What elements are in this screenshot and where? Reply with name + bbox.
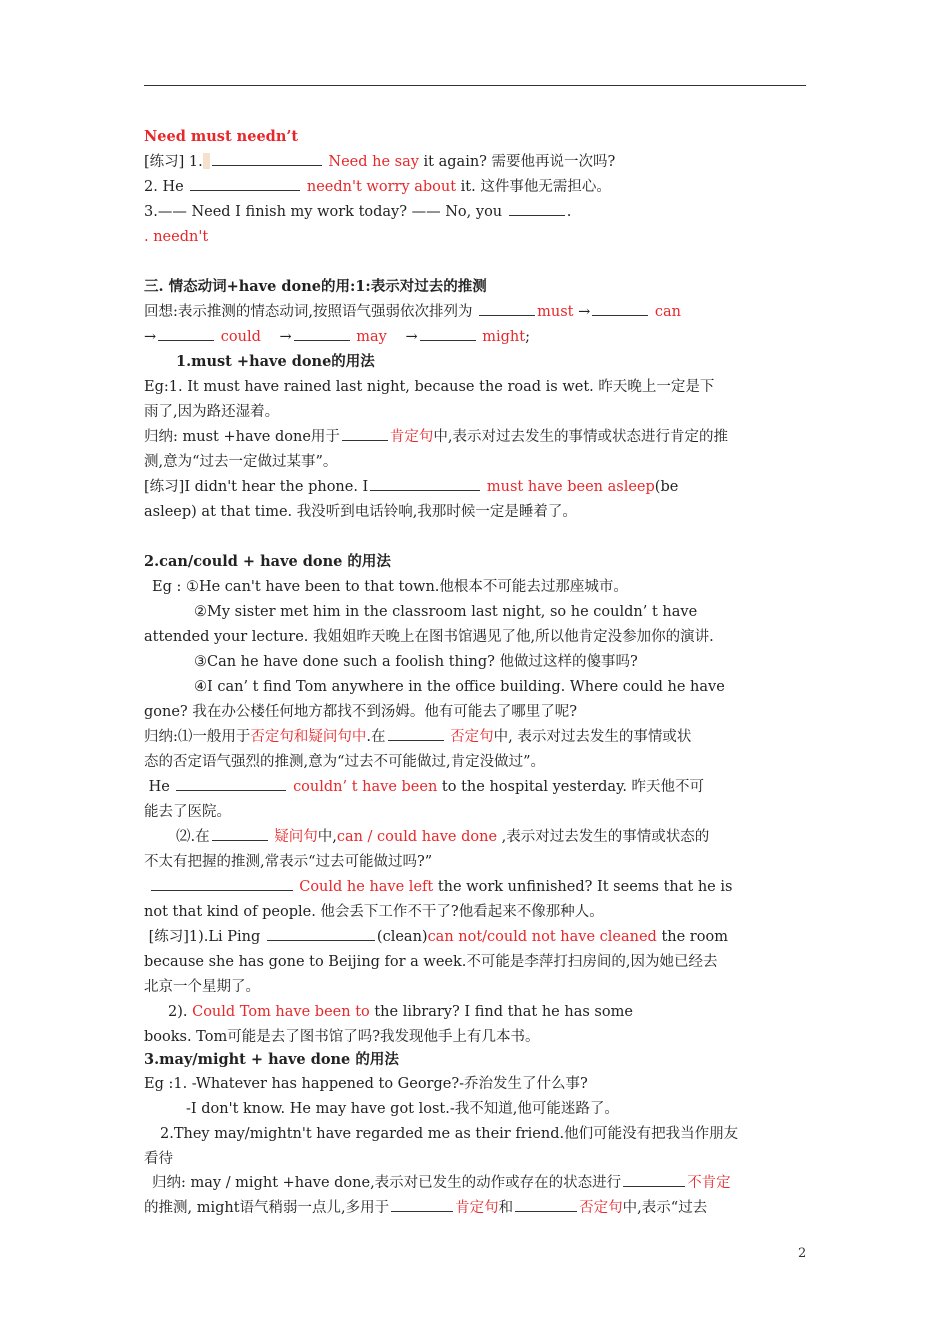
answer-blank[interactable]: [212, 826, 268, 841]
answer-blank[interactable]: [267, 926, 375, 941]
answer-blank[interactable]: [388, 726, 444, 741]
text-line: ③Can he have done such a foolish thing? 他做过这样的傻事吗?: [194, 654, 638, 670]
text-line: 看待: [144, 1151, 173, 1167]
text-line: 归纳: may / might +have done,表示对已发生的动作或存在的状态进行 不肯定: [152, 1171, 806, 1195]
answer-blank[interactable]: [592, 301, 648, 316]
text-line: [练习]1).Li Ping (clean)can not/could not have cleaned the room: [144, 925, 806, 949]
text-line: ⑵.在 疑问句中,can / could have done ,表示对过去发生的事情或状态的: [176, 825, 806, 849]
page-number: 2: [798, 1246, 807, 1261]
text-line: 回想:表示推测的情态动词,按照语气强弱依次排列为 must → can: [144, 300, 806, 324]
text-line: 归纳: must +have done用于 肯定句中,表示对过去发生的事情或状态进行肯定的推: [144, 425, 806, 449]
sub-heading: 3.may/might + have done 的用法: [144, 1051, 399, 1068]
sub-heading: 2.can/could + have done 的用法: [144, 553, 391, 570]
answer-blank[interactable]: [176, 776, 286, 791]
answer-blank[interactable]: [190, 176, 300, 191]
text-line: Eg:1. It must have rained last night, because the road is wet. 昨天晚上一定是下: [144, 379, 715, 395]
answer-blank[interactable]: [509, 201, 565, 216]
answer-blank[interactable]: [370, 476, 480, 491]
answer-blank[interactable]: [623, 1172, 685, 1187]
text-line: because she has gone to Beijing for a week.不可能是李萍打扫房间的,因为她已经去: [144, 954, 718, 970]
text-line: ②My sister met him in the classroom last night, so he couldn’ t have: [194, 604, 698, 620]
text-line: Could he have left the work unfinished? It seems that he is: [144, 875, 806, 899]
exercise-line: [练习] 1. Need he say it again? 需要他再说一次吗?: [144, 150, 806, 174]
text-line: 不太有把握的推测,常表示“过去可能做过吗?”: [144, 854, 433, 870]
text-line: [练习]I didn't hear the phone. I must have been asleep(be: [144, 475, 806, 499]
text-line: gone? 我在办公楼任何地方都找不到汤姆。他有可能去了哪里了呢?: [144, 704, 578, 720]
header-rule: [144, 85, 806, 86]
answer-blank[interactable]: [391, 1197, 453, 1212]
text-line: 北京一个星期了。: [144, 979, 260, 995]
answer-blank[interactable]: [151, 876, 293, 891]
answer-blank[interactable]: [479, 301, 535, 316]
need-section-title: Need must needn’t: [144, 128, 299, 145]
answer-text: needn't worry about: [306, 179, 457, 195]
exercise-line: 2. He needn't worry about it. 这件事他无需担心。: [144, 175, 806, 199]
text-line: 2). Could Tom have been to the library? I find that he has some: [168, 1004, 633, 1020]
text-line: 雨了,因为路还湿着。: [144, 404, 280, 420]
text-line: 测,意为“过去一定做过某事”。: [144, 454, 338, 470]
text-cursor: [203, 153, 210, 169]
text-line: 的推测, might语气稍弱一点儿,多用于 肯定句和 否定句中,表示“过去: [144, 1196, 806, 1220]
answer-text: Need he say: [328, 154, 419, 170]
text-line: 态的否定语气强烈的推测,意为“过去不可能做过,肯定没做过”。: [144, 754, 546, 770]
text-line: books. Tom可能是去了图书馆了吗?我发现他手上有几本书。: [144, 1029, 540, 1045]
text-line: 能去了医院。: [144, 804, 231, 820]
answer-text: . needn't: [144, 229, 209, 245]
text-line: Eg :1. -Whatever has happened to George?-乔治发生了什么事?: [144, 1076, 588, 1092]
answer-blank[interactable]: [294, 326, 350, 341]
text-line: ④I can’ t find Tom anywhere in the office building. Where could he have: [194, 679, 725, 695]
sub-heading: 1.must +have done的用法: [176, 353, 375, 370]
text-line: not that kind of people. 他会丢下工作不干了?他看起来不像那种人。: [144, 904, 604, 920]
text-line: attended your lecture. 我姐姐昨天晚上在图书馆遇见了他,所以他肯定没参加你的演讲.: [144, 629, 714, 645]
text-line: asleep) at that time. 我没听到电话铃响,我那时候一定是睡着了。: [144, 504, 577, 520]
exercise-line: 3.—— Need I finish my work today? —— No, you .: [144, 200, 806, 224]
answer-blank[interactable]: [420, 326, 476, 341]
answer-blank[interactable]: [158, 326, 214, 341]
text-line: -I don't know. He may have got lost.-我不知道,他可能迷路了。: [186, 1101, 619, 1117]
answer-blank[interactable]: [342, 426, 388, 441]
text-line: Eg : ①He can't have been to that town.他根本不可能去过那座城市。: [152, 579, 628, 595]
answer-blank[interactable]: [515, 1197, 577, 1212]
text-line: → could → may → might;: [144, 325, 806, 349]
text-line: He couldn’ t have been to the hospital yesterday. 昨天他不可: [144, 775, 806, 799]
answer-blank[interactable]: [212, 151, 322, 166]
text-line: 2.They may/mightn't have regarded me as their friend.他们可能没有把我当作朋友: [160, 1126, 739, 1142]
section-heading: 三. 情态动词+have done的用:1:表示对过去的推测: [144, 278, 487, 295]
text-line: 归纳:⑴一般用于否定句和疑问句中.在 否定句中, 表示对过去发生的事情或状: [144, 725, 806, 749]
